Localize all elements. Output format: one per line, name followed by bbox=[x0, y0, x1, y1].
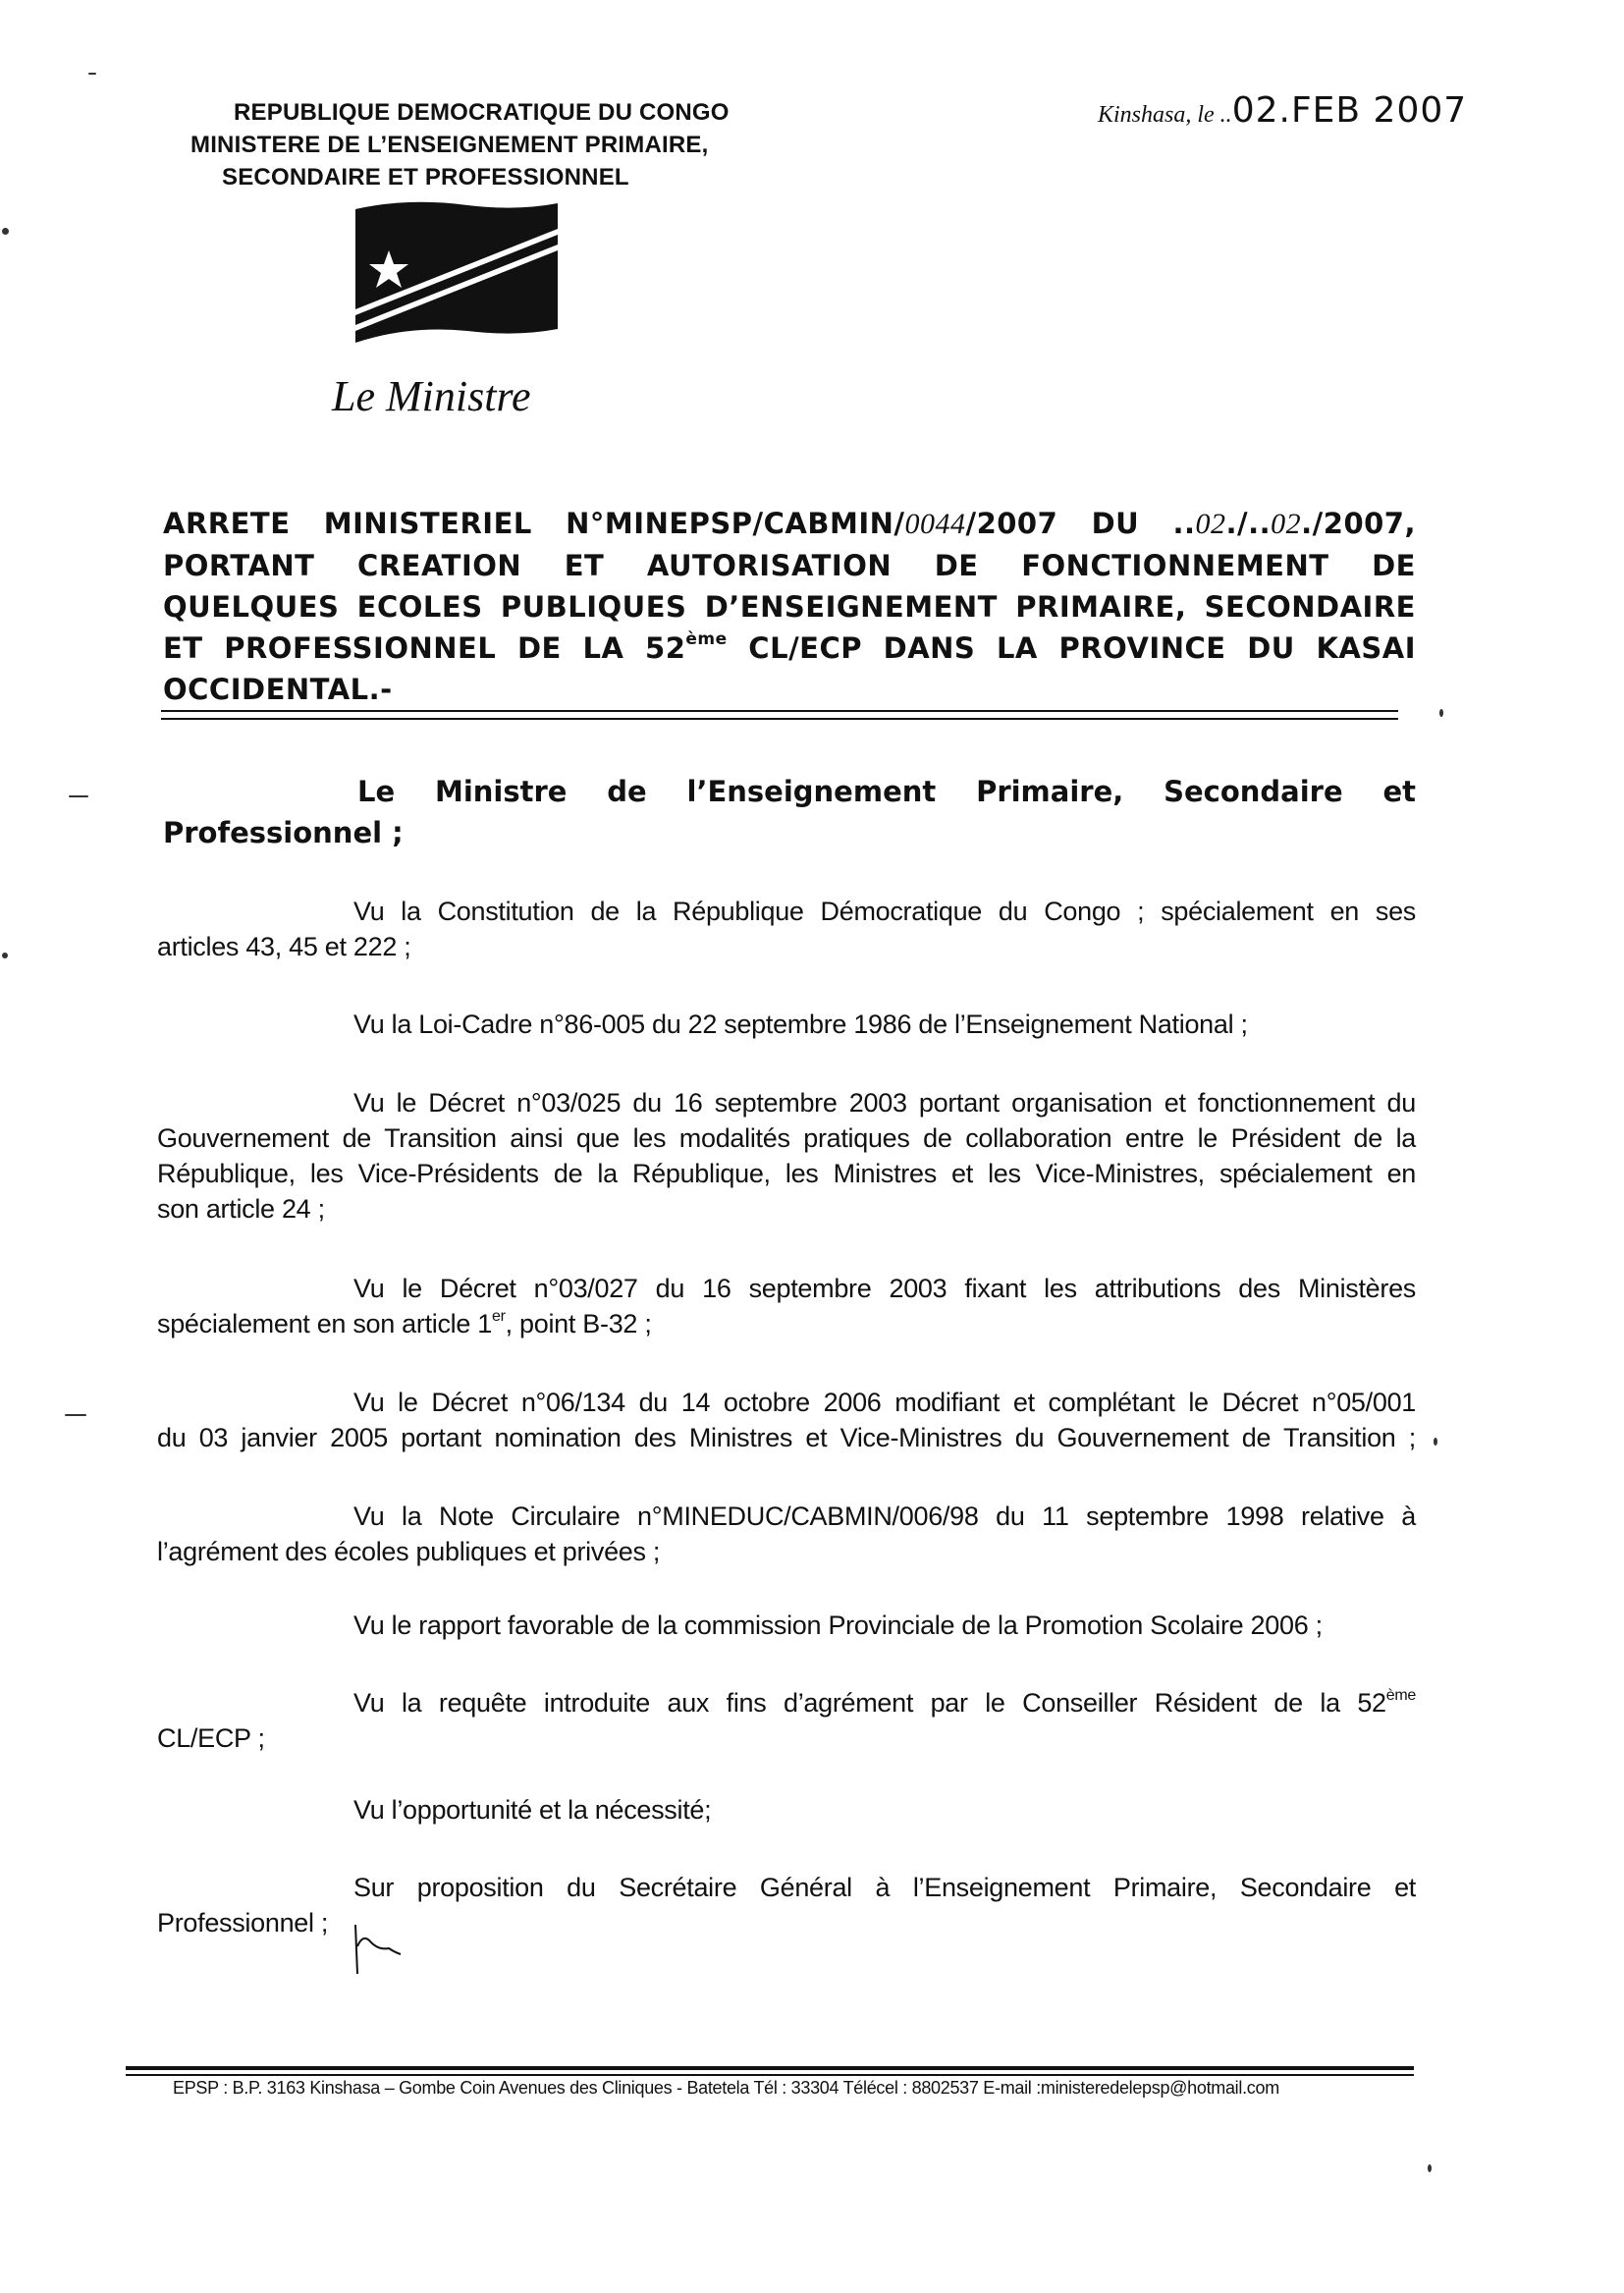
handwritten-day: 02 bbox=[1195, 508, 1226, 540]
header-country: REPUBLIQUE DEMOCRATIQUE DU CONGO bbox=[234, 99, 730, 126]
minister-label: Le Ministre bbox=[332, 372, 531, 420]
paragraph-requete: Vu la requête introduite aux fins d’agrément par le Conseiller Résident de la 52ème CL/ECP ; bbox=[157, 1687, 1416, 1753]
footer-rule-thin bbox=[126, 2074, 1414, 2076]
paragraph-proposition: Sur proposition du Secrétaire Général à l’Enseignement Primaire, Secondaire et Professionnel ; bbox=[157, 1873, 1416, 1938]
title-line-1: ARRETE MINISTERIEL N°MINEPSP/CABMIN/0044/2007 DU ..02./..02./2007, bbox=[163, 507, 1416, 540]
drc-flag-emblem bbox=[350, 199, 564, 345]
paragraph-decret-03-027: Vu le Décret n°03/027 du 16 septembre 2003 fixant les attributions des Ministères spécialement en son article 1er, point B-32 ; bbox=[157, 1274, 1416, 1338]
title-line-2: PORTANT CREATION ET AUTORISATION DE FONCTIONNEMENT DE bbox=[163, 549, 1416, 582]
footer-rule-thick bbox=[126, 2066, 1414, 2070]
title-divider-bottom bbox=[161, 718, 1398, 720]
scan-speck bbox=[69, 795, 88, 797]
intro-line-2: Professionnel ; bbox=[163, 816, 404, 849]
scan-speck bbox=[2, 228, 9, 235]
scan-speck bbox=[2, 953, 8, 958]
handwritten-month: 02 bbox=[1271, 508, 1302, 540]
title-line-3: QUELQUES ECOLES PUBLIQUES D’ENSEIGNEMENT PRIMAIRE, SECONDAIRE bbox=[163, 590, 1416, 624]
header-ministry-line1: MINISTERE DE L’ENSEIGNEMENT PRIMAIRE, bbox=[190, 132, 709, 158]
paragraph-constitution: Vu la Constitution de la République Démocratique du Congo ; spécialement en ses articles 43, 45 et 222 ; bbox=[157, 897, 1416, 961]
date-value: 02.FEB 2007 bbox=[1231, 90, 1468, 131]
title-line-4: ET PROFESSIONNEL DE LA 52ème CL/ECP DANS LA PROVINCE DU KASAI bbox=[163, 629, 1416, 665]
scan-speck bbox=[65, 1414, 86, 1416]
initials-mark bbox=[350, 1919, 408, 1978]
scan-speck bbox=[1439, 709, 1443, 717]
paragraph-decret-06-134: Vu le Décret n°06/134 du 14 octobre 2006 modifiant et complétant le Décret n°05/001 du 03 janvier 2005 portant nomination des Ministres et Vice-Ministres du Gouvernement de Transition ; bbox=[157, 1388, 1416, 1452]
paragraph-opportunite: Vu l’opportunité et la nécessité; bbox=[353, 1795, 712, 1825]
handwritten-number: 0044 bbox=[904, 508, 966, 540]
scan-speck bbox=[1428, 2164, 1432, 2172]
title-divider-top bbox=[161, 710, 1398, 712]
date-prefix: Kinshasa, le .. bbox=[1098, 102, 1232, 128]
intro-line-1: Le Ministre de l’Enseignement Primaire, Secondaire et bbox=[357, 775, 1416, 808]
scan-speck bbox=[1434, 1438, 1437, 1446]
paragraph-rapport: Vu le rapport favorable de la commission Provinciale de la Promotion Scolaire 2006 ; bbox=[353, 1611, 1323, 1640]
footer-contact: EPSP : B.P. 3163 Kinshasa – Gombe Coin Avenues des Cliniques - Batetela Tél : 33304 Télécel : 8802537 E-mail :ministeredelepsp@hotmail.com bbox=[173, 2078, 1279, 2098]
header-ministry-line2: SECONDAIRE ET PROFESSIONNEL bbox=[222, 164, 629, 191]
intro-heading bbox=[163, 771, 1416, 853]
paragraph-loi-cadre: Vu la Loi-Cadre n°86-005 du 22 septembre 1986 de l’Enseignement National ; bbox=[353, 1010, 1248, 1039]
paragraph-note-circulaire: Vu la Note Circulaire n°MINEDUC/CABMIN/006/98 du 11 septembre 1998 relative à l’agrément des écoles publiques et privées ; bbox=[157, 1501, 1416, 1566]
scan-speck bbox=[88, 73, 96, 75]
paragraph-decret-03-025: Vu le Décret n°03/025 du 16 septembre 2003 portant organisation et fonctionnement du Gouvernement de Transition ainsi que les modalités pratiques de collaboration entre le Président de la République, les Vice-Présidents de la République, les Ministres et les Vice-Ministres, spécialement en son article 24 ; bbox=[157, 1088, 1416, 1224]
decree-title bbox=[163, 503, 1416, 710]
title-line-5: OCCIDENTAL.- bbox=[163, 673, 393, 706]
document-date bbox=[1098, 90, 1467, 131]
